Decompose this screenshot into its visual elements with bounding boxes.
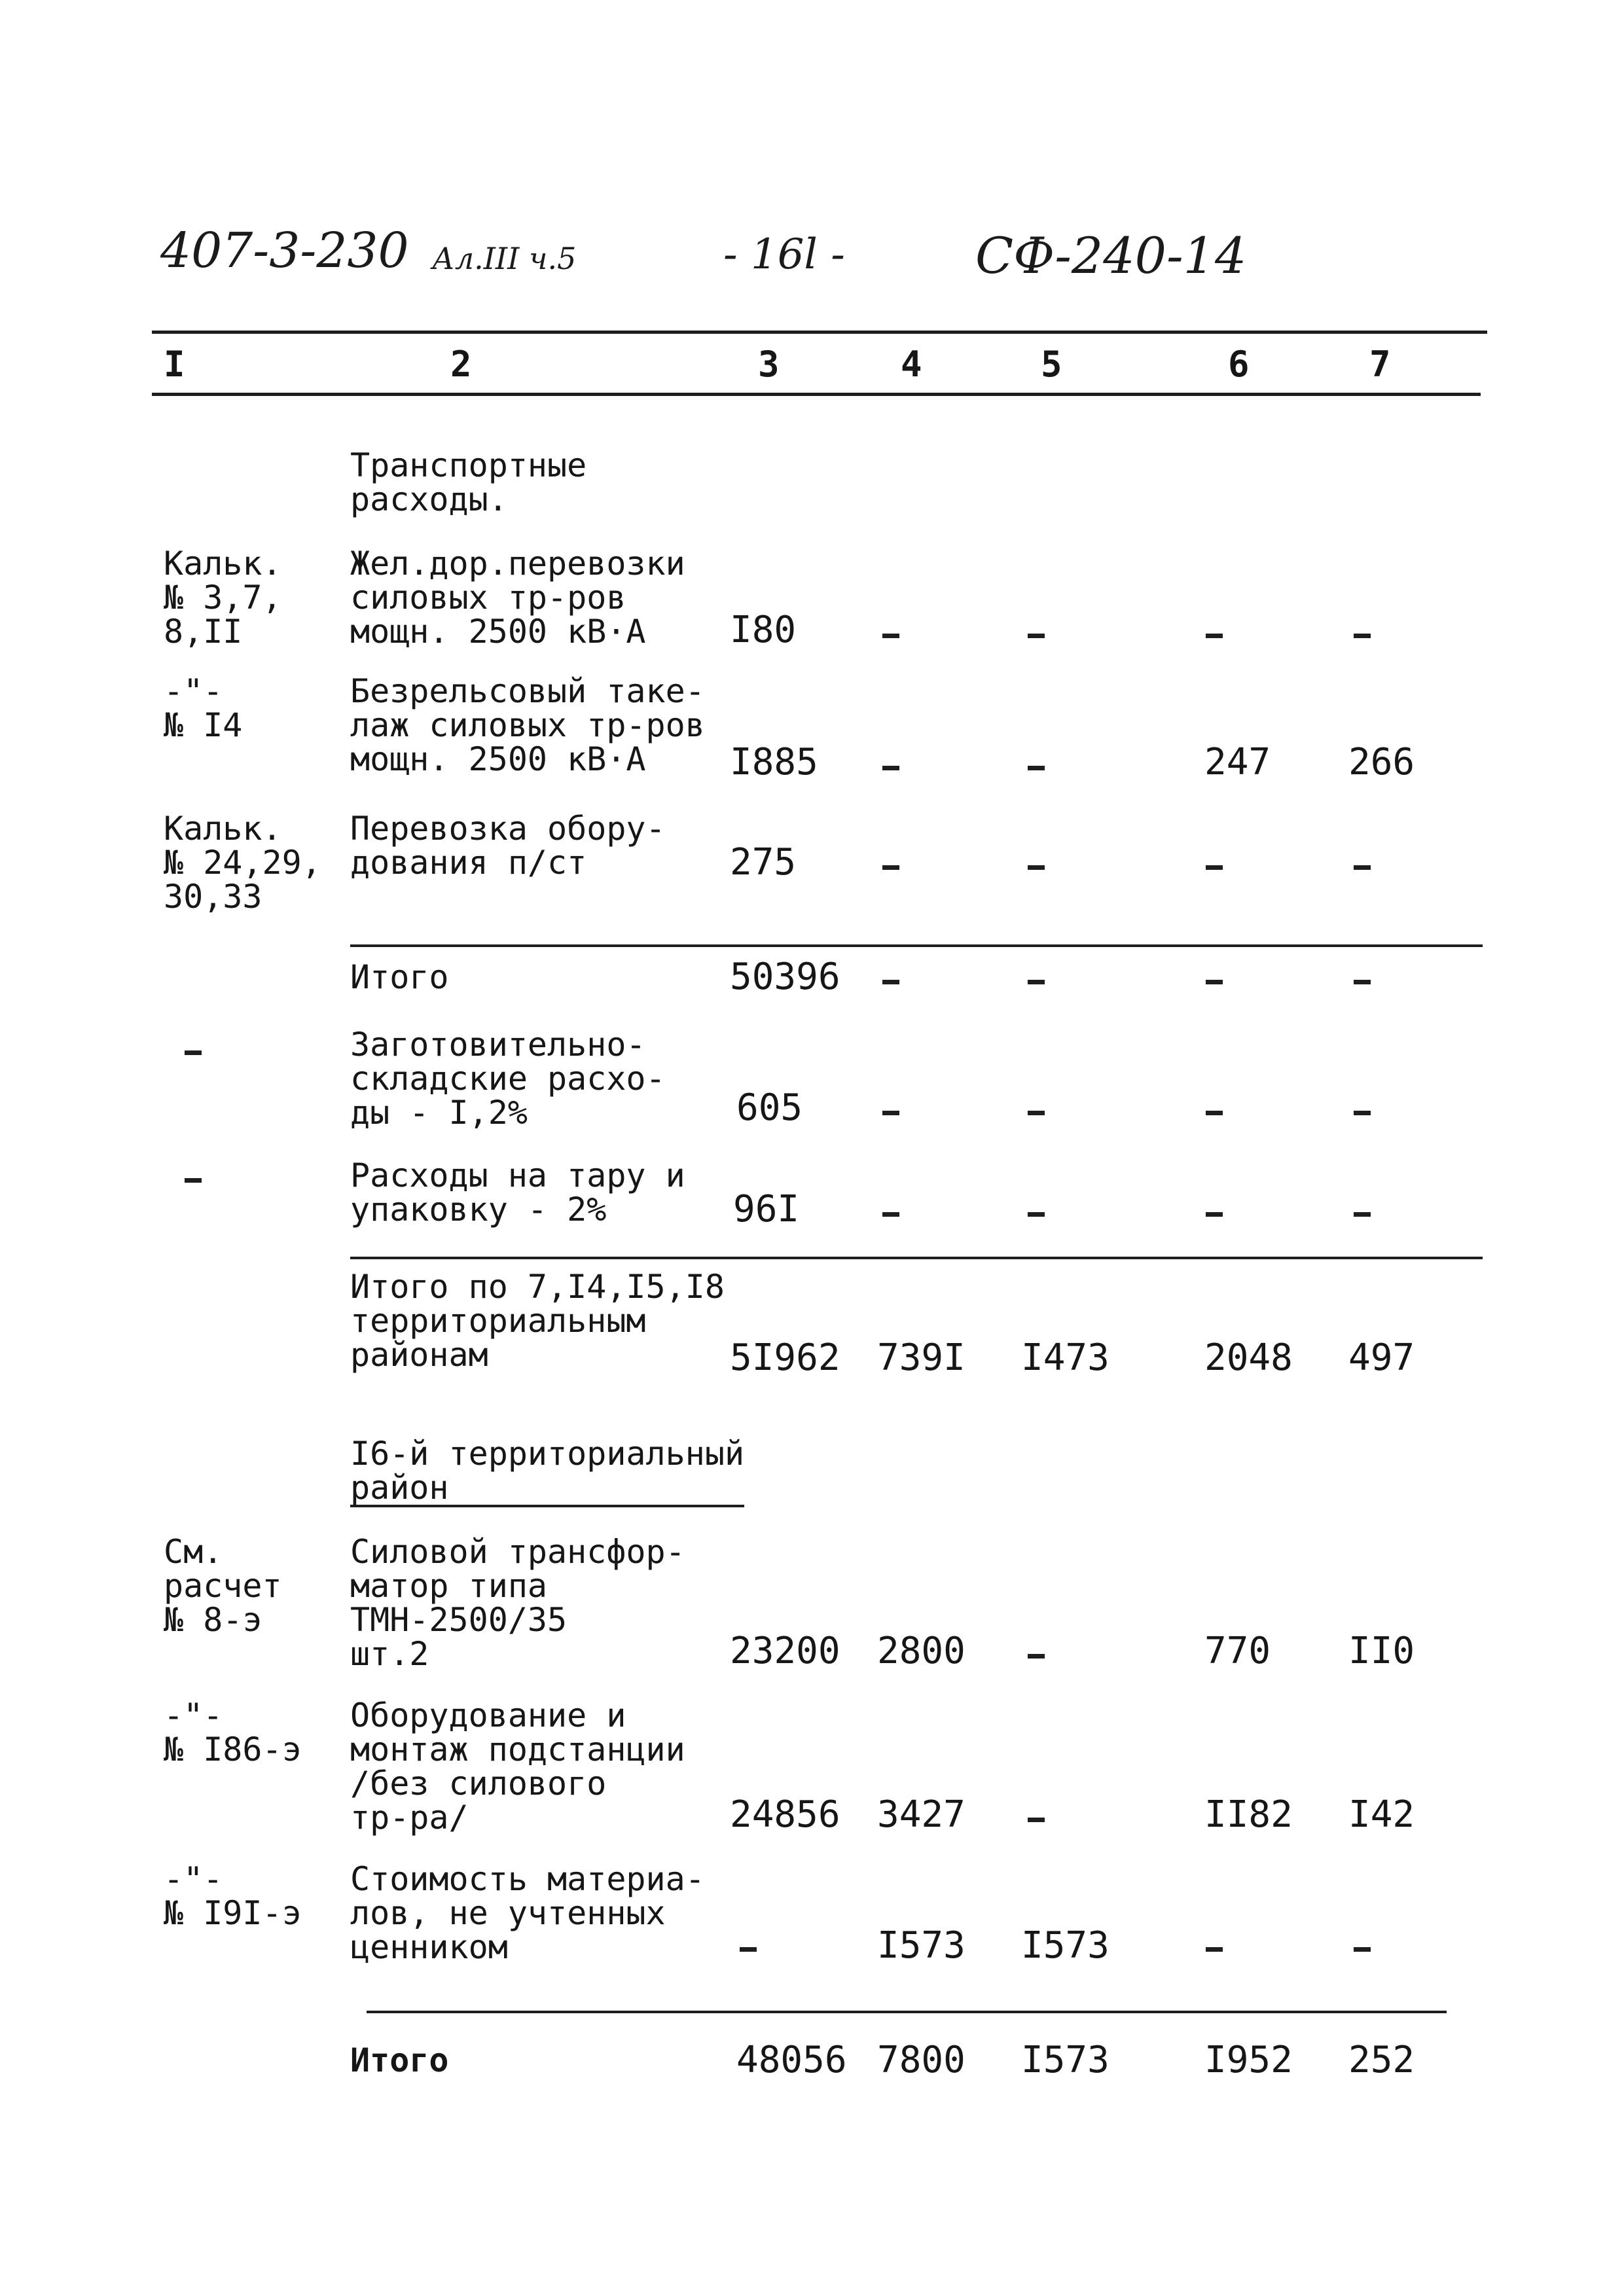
cell-col3: 50396 bbox=[730, 956, 840, 998]
page-number: - 16l - bbox=[723, 230, 845, 279]
cell-col5: I573 bbox=[1021, 2039, 1110, 2081]
table-top-rule bbox=[152, 331, 1487, 334]
cell-col6: 247 bbox=[1204, 741, 1271, 783]
cell-col3: I885 bbox=[730, 741, 818, 783]
document-reference: СФ-240-14 bbox=[975, 226, 1247, 285]
dash-col5 bbox=[1028, 766, 1045, 770]
cell-col7: I42 bbox=[1348, 1793, 1415, 1836]
total-rule bbox=[367, 2011, 1447, 2013]
cell-col3: 96I bbox=[733, 1188, 800, 1230]
row-basis: Кальк. № 24,29, 30,33 bbox=[164, 810, 321, 916]
cell-col6: 2048 bbox=[1204, 1336, 1293, 1379]
dash-col7 bbox=[1354, 865, 1371, 870]
cell-col4: 7800 bbox=[877, 2039, 965, 2081]
cell-col5: I573 bbox=[1021, 1924, 1110, 1967]
cell-col3: 605 bbox=[736, 1086, 803, 1129]
row-basis: Кальк. № 3,7, 8,II bbox=[164, 545, 282, 651]
cell-col6: II82 bbox=[1204, 1793, 1293, 1836]
dash-col5 bbox=[1028, 1212, 1045, 1217]
dash-col7 bbox=[1354, 980, 1371, 984]
row-name: Жел.дор.перевозки силовых тр-ров мощн. 2500 кВ·А bbox=[350, 545, 685, 651]
row-name: Заготовительно- складские расхо- ды - I,2% bbox=[350, 1026, 666, 1132]
dash-col7 bbox=[1354, 1212, 1371, 1217]
cell-col7: 266 bbox=[1348, 741, 1415, 783]
cell-col3: 24856 bbox=[730, 1793, 840, 1836]
dash-col4 bbox=[882, 980, 899, 984]
dash-col5 bbox=[1028, 634, 1045, 638]
dash-col7 bbox=[1354, 634, 1371, 638]
section-heading-region-16 bbox=[350, 1437, 744, 1507]
column-header-2: 2 bbox=[450, 344, 472, 385]
dash-col6 bbox=[1206, 980, 1223, 984]
dash-col6 bbox=[1206, 634, 1223, 638]
column-header-1: I bbox=[164, 344, 185, 385]
dash-col5 bbox=[1028, 980, 1045, 984]
cell-col4: I573 bbox=[877, 1924, 965, 1967]
dash-col5 bbox=[1028, 865, 1045, 870]
cell-col7: II0 bbox=[1348, 1630, 1415, 1672]
row-basis: -"- № I86-э bbox=[164, 1696, 302, 1768]
row-name: Безрельсовый таке- лаж силовых тр-ров мощн. 2500 кВ·А bbox=[350, 672, 705, 778]
row-basis: -"- № I4 bbox=[164, 672, 243, 744]
project-code: 407-3-230 bbox=[160, 223, 409, 279]
cell-col7: 252 bbox=[1348, 2039, 1415, 2081]
dash-col7 bbox=[1354, 1111, 1371, 1115]
dash-col3 bbox=[740, 1947, 757, 1952]
dash-col5 bbox=[1028, 1818, 1045, 1822]
cell-col6: I952 bbox=[1204, 2039, 1293, 2081]
row-name: Стоимость материа- лов, не учтенных ценником bbox=[350, 1860, 705, 1966]
dash-col6 bbox=[1206, 1947, 1223, 1952]
table-header-rule bbox=[152, 393, 1481, 396]
dash-col5 bbox=[1028, 1111, 1045, 1115]
cell-col6: 770 bbox=[1204, 1630, 1271, 1672]
row-name-total-regions: Итого по 7,I4,I5,I8 территориальным районам bbox=[350, 1268, 725, 1374]
row-name: Силовой трансфор- матор типа ТМН-2500/35 шт.2 bbox=[350, 1533, 685, 1673]
region-heading-text: I6-й территориальный район bbox=[350, 1435, 745, 1507]
dash-col5 bbox=[1028, 1654, 1045, 1659]
cell-col4: 739I bbox=[877, 1336, 965, 1379]
dash-col6 bbox=[1206, 1212, 1223, 1217]
dash-col4 bbox=[882, 1111, 899, 1115]
row-name-grand-total: Итого bbox=[350, 2041, 449, 2079]
cell-col4: 3427 bbox=[877, 1793, 965, 1836]
album-part: Ал.III ч.5 bbox=[432, 241, 577, 276]
column-header-6: 6 bbox=[1228, 344, 1250, 385]
subtotal-rule bbox=[350, 1257, 1483, 1259]
cell-col4: 2800 bbox=[877, 1630, 965, 1672]
row-name-total: Итого bbox=[350, 958, 449, 996]
column-header-4: 4 bbox=[901, 344, 922, 385]
basis-dash bbox=[185, 1050, 202, 1055]
cell-col3: 5I962 bbox=[730, 1336, 840, 1379]
cell-col7: 497 bbox=[1348, 1336, 1415, 1379]
cell-col3: 48056 bbox=[736, 2039, 847, 2081]
row-name: Оборудование и монтаж подстанции /без силового тр-ра/ bbox=[350, 1696, 685, 1837]
row-basis: См. расчет № 8-э bbox=[164, 1533, 282, 1639]
cell-col3: I80 bbox=[730, 609, 797, 651]
dash-col6 bbox=[1206, 865, 1223, 870]
row-name: Расходы на тару и упаковку - 2% bbox=[350, 1157, 685, 1229]
column-header-3: 3 bbox=[758, 344, 780, 385]
dash-col4 bbox=[882, 766, 899, 770]
dash-col4 bbox=[882, 865, 899, 870]
cell-col3: 23200 bbox=[730, 1630, 840, 1672]
dash-col4 bbox=[882, 634, 899, 638]
dash-col7 bbox=[1354, 1947, 1371, 1952]
cell-col5: I473 bbox=[1021, 1336, 1110, 1379]
subtotal-rule bbox=[350, 944, 1483, 947]
dash-col6 bbox=[1206, 1111, 1223, 1115]
column-header-7: 7 bbox=[1369, 344, 1391, 385]
row-basis: -"- № I9I-э bbox=[164, 1860, 302, 1932]
cell-col3: 275 bbox=[730, 841, 797, 884]
dash-col4 bbox=[882, 1212, 899, 1217]
basis-dash bbox=[185, 1178, 202, 1183]
row-name-transport-heading: Транспортные расходы. bbox=[350, 446, 587, 518]
row-name: Перевозка обору- дования п/ст bbox=[350, 810, 666, 882]
column-header-5: 5 bbox=[1041, 344, 1062, 385]
